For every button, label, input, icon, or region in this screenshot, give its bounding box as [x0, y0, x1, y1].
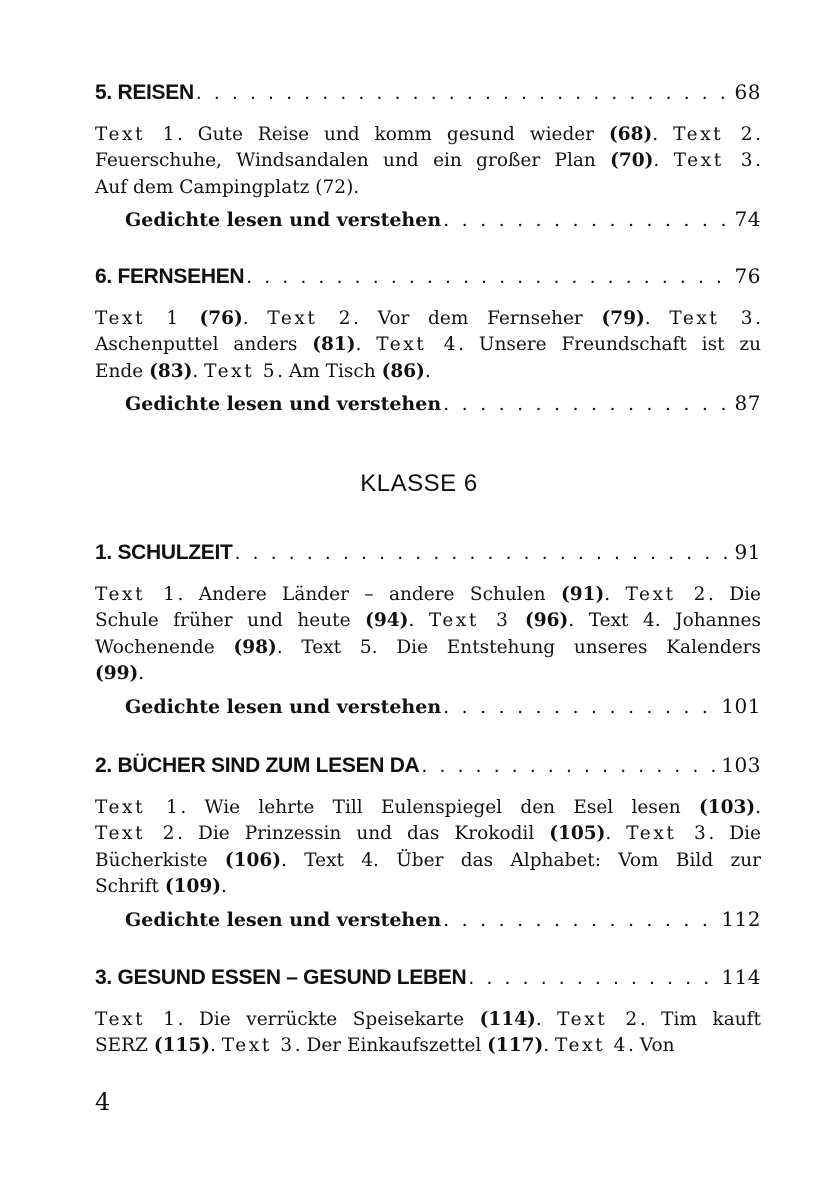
contents-text: . Andere Länder – andere Schulen — [177, 584, 561, 605]
contents-text: Ende — [95, 360, 150, 382]
contents-text — [181, 308, 200, 329]
contents-text: . — [605, 823, 627, 845]
contents-text: Feuerschuhe, Windsandalen und ein großer Plan — [95, 150, 611, 172]
chapter-entry[interactable] — [95, 963, 761, 991]
chapter-contents — [95, 306, 761, 385]
contents-line — [95, 175, 761, 201]
poems-page-number: 112 — [721, 906, 761, 931]
chapter-page-number: 68 — [734, 80, 761, 104]
contents-line — [95, 1033, 761, 1059]
poems-label: Gedichte lesen und verstehen — [125, 908, 442, 931]
contents-text: . Der Einkaufszettel — [294, 1035, 488, 1057]
text-label: Text 1 — [95, 797, 181, 818]
poems-page-number: 101 — [721, 693, 761, 718]
dot-leader — [421, 752, 719, 780]
page-ref: (103) — [698, 797, 756, 818]
contents-text: Auf dem Campingplatz (72). — [95, 176, 360, 198]
contents-text: . — [209, 1035, 222, 1057]
chapter-page-number: 91 — [734, 540, 761, 564]
contents-text — [510, 610, 525, 631]
page-ref: (83) — [149, 360, 193, 382]
contents-text: Schule früher und heute — [95, 610, 366, 632]
dot-leader — [468, 964, 719, 992]
grade-heading: KLASSE 6 — [360, 470, 478, 497]
page-number: 4 — [95, 1088, 111, 1116]
dot-leader — [443, 906, 719, 934]
contents-line — [95, 874, 761, 900]
contents-text: . — [408, 610, 429, 632]
contents-line — [95, 122, 761, 148]
poems-entry[interactable] — [125, 692, 761, 720]
text-label: Text 1 — [95, 584, 178, 605]
chapter-contents — [95, 582, 761, 688]
contents-text: . Text 5. Die Entstehung unseres Kalenders — [276, 636, 761, 658]
contents-text: . — [755, 797, 761, 818]
text-label: Text 2 — [267, 308, 354, 329]
poems-label: Gedichte lesen und verstehen — [125, 393, 442, 416]
toc-section — [95, 78, 761, 233]
chapter-title: 3. GESUND ESSEN – GESUND LEBEN — [95, 966, 467, 989]
contents-line — [95, 359, 761, 385]
page-ref: (106) — [224, 849, 282, 871]
contents-text: . — [221, 876, 227, 898]
text-label: Text 3 — [669, 308, 756, 329]
contents-text: . Gute Reise und komm gesund wieder — [177, 124, 610, 145]
contents-line — [95, 795, 761, 821]
contents-text: Schrift — [95, 876, 165, 898]
text-label: Text 1 — [95, 124, 178, 145]
contents-text: . Text 4. Über das Alphabet: Vom Bild zur — [281, 849, 762, 871]
page-ref: (98) — [233, 636, 277, 658]
contents-line — [95, 332, 761, 358]
dot-leader — [235, 539, 733, 567]
chapter-title: 2. BÜCHER SIND ZUM LESEN DA — [95, 754, 420, 777]
contents-text: . — [652, 124, 674, 145]
page-ref: (86) — [381, 360, 425, 382]
text-label: Text 1 — [95, 308, 181, 329]
page-ref: (114) — [479, 1009, 536, 1030]
page-ref: (117) — [487, 1035, 544, 1057]
toc-section — [95, 963, 761, 1060]
page-ref: (96) — [525, 610, 569, 632]
contents-text: . — [644, 308, 670, 329]
page-ref: (99) — [95, 663, 139, 685]
dot-leader — [443, 206, 732, 234]
text-label: Text 3 — [428, 610, 511, 632]
chapter-contents — [95, 122, 761, 201]
page-ref: (76) — [199, 308, 243, 329]
poems-page-number: 74 — [734, 207, 761, 232]
chapter-title: 1. SCHULZEIT — [95, 541, 233, 564]
contents-text: . — [604, 584, 626, 605]
page-ref: (91) — [560, 584, 605, 605]
chapter-entry[interactable] — [95, 751, 761, 779]
page-ref: (79) — [601, 308, 645, 329]
toc-section — [95, 538, 761, 720]
contents-text: . — [653, 150, 674, 172]
chapter-entry[interactable] — [95, 262, 761, 290]
toc-section — [95, 262, 761, 417]
contents-text: SERZ — [95, 1035, 154, 1057]
poems-label: Gedichte lesen und verstehen — [125, 209, 442, 232]
contents-text: . — [192, 360, 205, 382]
contents-text: . — [138, 663, 145, 685]
contents-text: . — [755, 150, 761, 172]
page-ref: (115) — [153, 1035, 210, 1057]
contents-text: . — [242, 308, 268, 329]
text-label: Text 4 — [376, 334, 459, 356]
contents-line — [95, 608, 761, 634]
contents-line — [95, 661, 761, 687]
contents-line — [95, 1007, 761, 1033]
contents-line — [95, 148, 761, 174]
contents-text: . Die Prinzessin und das Krokodil — [177, 823, 550, 845]
chapter-entry[interactable] — [95, 78, 761, 106]
contents-text: . — [755, 308, 761, 329]
contents-text: . Die — [708, 584, 761, 605]
text-label: Text 3 — [626, 823, 709, 845]
chapter-entry[interactable] — [95, 538, 761, 566]
page-ref: (94) — [365, 610, 409, 632]
text-label: Text 5 — [204, 360, 278, 382]
chapter-page-number: 103 — [721, 753, 761, 777]
page-ref: (81) — [312, 334, 356, 356]
contents-text: . — [535, 1009, 558, 1030]
toc-section — [95, 751, 761, 933]
chapter-contents — [95, 1007, 761, 1060]
contents-text: . Die verrückte Speisekarte — [177, 1009, 480, 1030]
contents-text: . Vor dem Fernseher — [353, 308, 602, 329]
page-ref: (109) — [164, 876, 221, 898]
poems-entry[interactable] — [125, 905, 761, 933]
text-label: Text 3 — [673, 150, 756, 172]
contents-text: Wochenende — [95, 636, 234, 658]
text-label: Text 2 — [95, 823, 178, 845]
page-ref: (70) — [610, 150, 654, 172]
contents-text: . Text 4. Johannes — [568, 610, 761, 632]
poems-label: Gedichte lesen und verstehen — [125, 695, 442, 718]
contents-text: . Von — [628, 1035, 675, 1057]
dot-leader — [443, 390, 732, 418]
chapter-contents — [95, 795, 761, 901]
contents-line — [95, 306, 761, 332]
contents-text: . Die — [708, 823, 761, 845]
chapter-title: 5. REISEN — [95, 81, 194, 104]
page-ref: (105) — [549, 823, 606, 845]
contents-text: . — [424, 360, 431, 382]
poems-entry[interactable] — [125, 389, 761, 417]
dot-leader — [443, 693, 719, 721]
contents-line — [95, 582, 761, 608]
text-label: Text 3 — [221, 1035, 295, 1057]
contents-text: Bücherkiste — [95, 849, 225, 871]
contents-text: Aschenputtel anders — [95, 334, 313, 356]
dot-leader — [196, 79, 733, 107]
text-label: Text 2 — [557, 1009, 640, 1030]
dot-leader — [246, 263, 732, 291]
contents-text: . Unsere Freundschaft ist zu — [458, 334, 761, 356]
page-ref: (68) — [609, 124, 653, 145]
poems-page-number: 87 — [734, 391, 761, 416]
text-label: Text 2 — [625, 584, 709, 605]
contents-text: . Am Tisch — [277, 360, 382, 382]
contents-text: . — [543, 1035, 556, 1057]
contents-line — [95, 848, 761, 874]
contents-text: . — [355, 334, 377, 356]
text-label: Text 1 — [95, 1009, 178, 1030]
contents-text: . Wie lehrte Till Eulenspiegel den Esel lesen — [180, 797, 699, 818]
chapter-page-number: 76 — [734, 264, 761, 288]
contents-text: . — [755, 124, 761, 145]
poems-entry[interactable] — [125, 205, 761, 233]
text-label: Text 4 — [555, 1035, 629, 1057]
chapter-page-number: 114 — [721, 965, 761, 989]
contents-text: . Tim kauft — [639, 1009, 761, 1030]
chapter-title: 6. FERNSEHEN — [95, 265, 245, 288]
contents-line — [95, 821, 761, 847]
contents-line — [95, 635, 761, 661]
text-label: Text 2 — [673, 124, 756, 145]
